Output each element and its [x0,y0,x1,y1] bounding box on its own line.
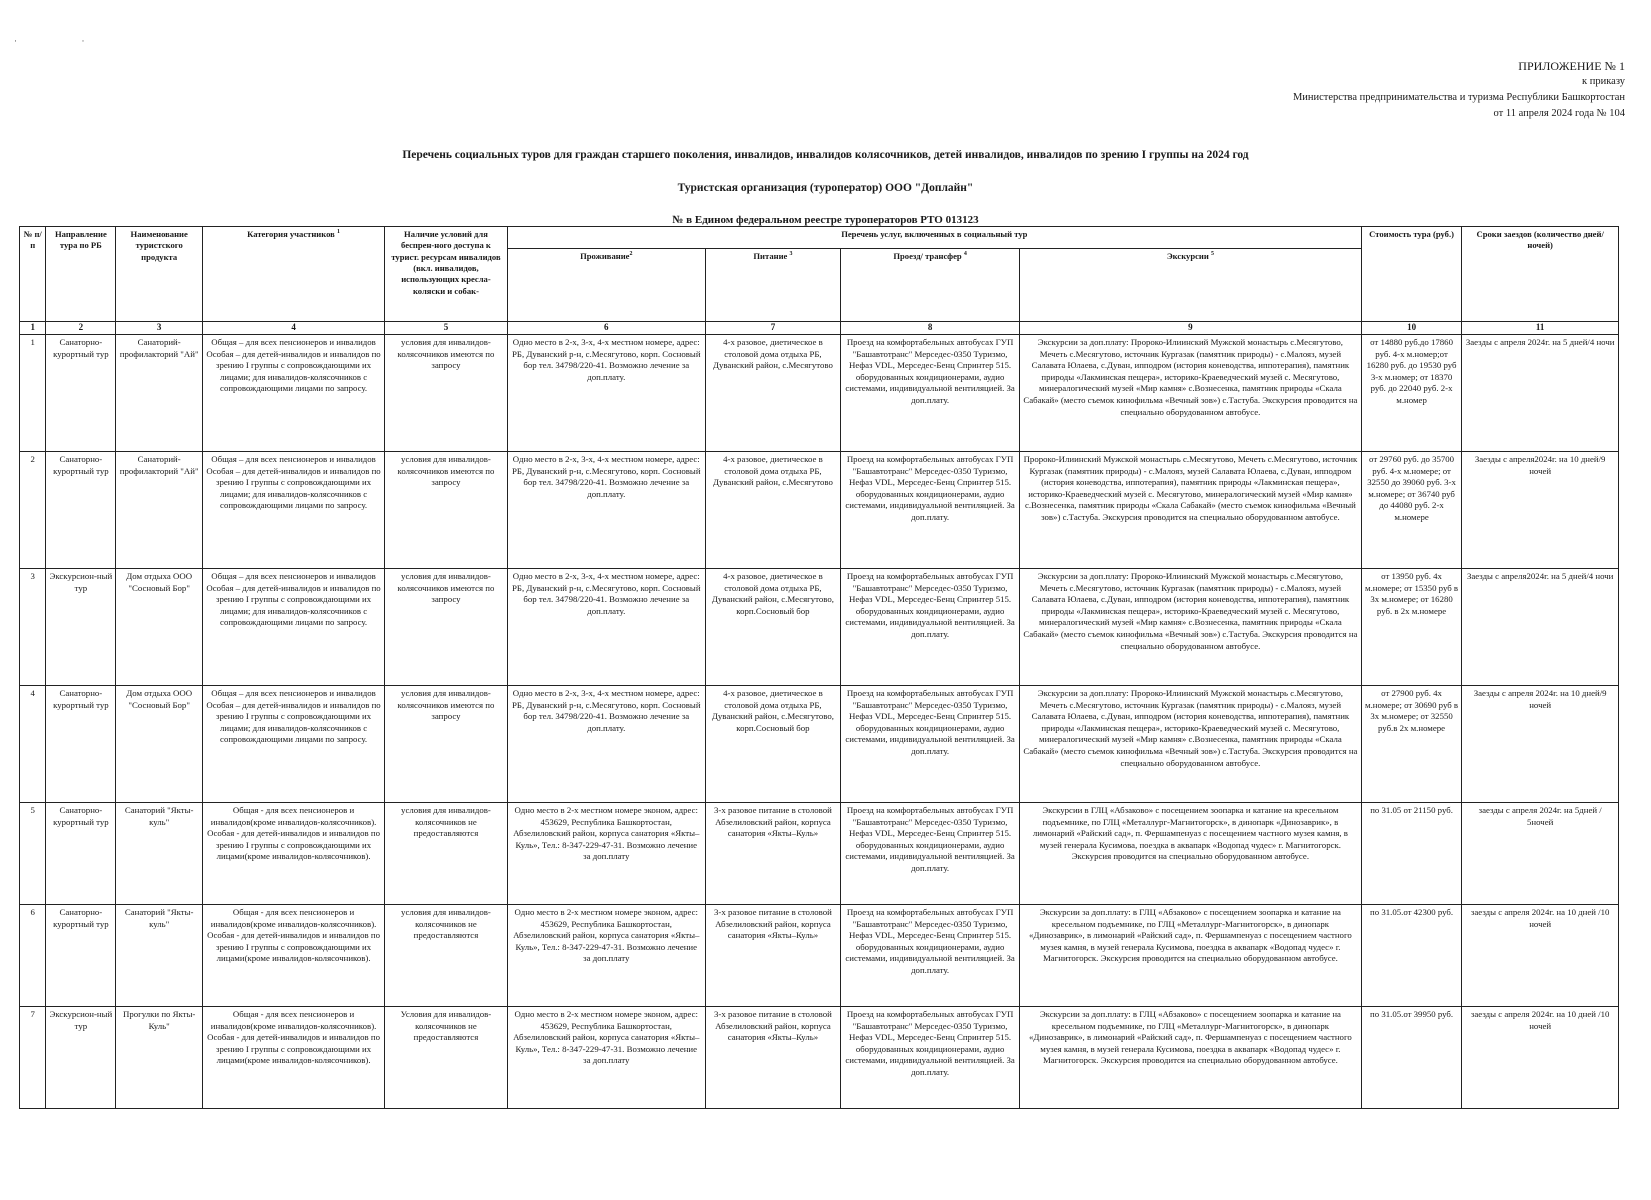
tour-dates: Заезды с апреля 2024г. на 5 дней/4 ночи [1462,335,1619,452]
tour-direction: Экскурсион-ный тур [46,569,116,686]
accessibility-conditions: условия для инвалидов-колясочников имеются по запросу [385,686,508,803]
transfer-cell: Проезд на комфортабельных автобусах ГУП "Башавтотранс" Мерседес-0350 Туризмо, Нефаз VDL, Мерседес-Бенц Спринтер 515. оборудованных кондиционерами, аудио системами, индивидуальной вентиляцией. За доп.плату. [841,335,1020,452]
row-number: 1 [20,335,46,452]
transfer-cell: Проезд на комфортабельных автобусах ГУП "Башавтотранс" Мерседес-0350 Туризмо, Нефаз VDL, Мерседес-Бенц Спринтер 515. оборудованных кондиционерами, аудио системами, индивидуальной вентиляцией. За доп.плату. [841,569,1020,686]
header-excursions [1020,249,1362,322]
colnum-cell: 2 [46,322,116,335]
accommodation-cell: Одно место в 2-х местном номере эконом, адрес: 453629, Республика Башкортостан, Абзелиловский район, корпуса санатория «Якты–Куль», Тел.: 8-347-229-47-31. Возможно лечение за доп.плату [507,1007,705,1109]
header-transfer-label: Проезд/ трансфер [893,251,962,261]
accommodation-cell: Одно место в 2-х, 3-х, 4-х местном номере, адрес: РБ, Дуванский р-н, с.Месягутово, корп. Сосновый бор тел. 34798/220-41. Возможно лечение за доп.плату. [507,569,705,686]
table-row [20,452,1619,569]
header-excursions-label: Экскурсии [1166,251,1209,261]
excursions-cell: Экскурсии за доп.плату: Пророко-Илиинский Мужской монастырь с.Месягутово, Мечеть с.Месягутово, источник Кургазак (памятник природы) - с.Малояз, музей Салавата Юлаева, с.Дуван, ипподром (история коневодства, иппотерапия), памятник природы «Лакминская пещера», историко-Краеведческий музей с. Месягутово, минералогический музей «Мир камня» с.Вознесенка, памятник природы «Скала Сабакай» (место съемок кинофильма «Вечный зов») с.Тастуба. Экскурсия проводится на специально оборудованном автобусе. [1020,569,1362,686]
colnum-cell: 9 [1020,322,1362,335]
participant-category: Общая – для всех пенсионеров и инвалидов Особая – для детей-инвалидов и инвалидов по зрению I группы с сопровождающими их лицами; для инвалидов-колясочников с сопровождающими лицами по запросу. [203,452,385,569]
tour-dates: заезды с апреля 2024г. на 10 дней /10 ночей [1462,1007,1619,1109]
tour-direction: Экскурсион-ный тур [46,1007,116,1109]
tour-direction: Санаторно-курортный тур [46,452,116,569]
meals-cell: 4-х разовое, диетическое в столовой дома отдыха РБ, Дуванский район, с.Месягутово, корп.Сосновый бор [705,569,840,686]
tour-product: Санаторий-профилакторий "Ай" [116,452,203,569]
excursions-cell: Экскурсии за доп.плату: в ГЛЦ «Абзаково» с посещением зоопарка и катание на кресельном подъемнике, по ГЛЦ «Металлург-Магнитогорск», в динопарк «Динозаврик», в лимонарий «Райский сад», п. Фершампенуаз с посещением частного музея камня, в музей генерала Кусимова, поездка в аквапарк «Водопад чудес» г. Магнитогорск. Экскурсия проводится на специально оборудованном автобусе. [1020,1007,1362,1109]
accommodation-cell: Одно место в 2-х, 3-х, 4-х местном номере, адрес: РБ, Дуванский р-н, с.Месягутово, корп. Сосновый бор тел. 34798/220-41. Возможно лечение за доп.плату. [507,452,705,569]
participant-category: Общая - для всех пенсионеров и инвалидов(кроме инвалидов-колясочников). Особая - для детей-инвалидов и инвалидов по зрению I группы с сопровождающими их лицами(кроме инвалидов-колясочников). [203,803,385,905]
tour-dates: Заезды с апреля2024г. на 5 дней/4 ночи [1462,569,1619,686]
header-accommodation [507,249,705,322]
header-num: № п/п [20,227,46,322]
tour-product: Санаторий "Якты-куль" [116,905,203,1007]
colnum-cell: 7 [705,322,840,335]
tour-direction: Санаторно-курортный тур [46,335,116,452]
tour-product: Санаторий-профилакторий "Ай" [116,335,203,452]
accessibility-conditions: условия для инвалидов-колясочников имеются по запросу [385,569,508,686]
header-category-footnote: 1 [336,229,340,236]
accessibility-conditions: Условия для инвалидов-колясочников не предоставляются [385,1007,508,1109]
meals-cell: 3-х разовое питание в столовой Абзелиловский район, корпуса санатория «Якты–Куль» [705,905,840,1007]
colnum-cell: 4 [203,322,385,335]
appendix-block [1025,58,1625,122]
excursions-cell: Экскурсии за доп.плату: Пророко-Илиинский Мужской монастырь с.Месягутово, Мечеть с.Месягутово, источник Кургазак (памятник природы) - с.Малояз, музей Салавата Юлаева, с.Дуван, ипподром (история коневодства, иппотерапия), памятник природы «Лакминская пещера», историко-Краеведческий музей с. Месягутово, минералогический музей «Мир камня» с.Вознесенка, памятник природы «Скала Сабакай» (место съемок кинофильма «Вечный зов») с.Тастуба. Экскурсия проводится на специально оборудованном автобусе. [1020,686,1362,803]
tour-product: Дом отдыха ООО "Сосновый Бор" [116,686,203,803]
table-row [20,686,1619,803]
meals-cell: 4-х разовое, диетическое в столовой дома отдыха РБ, Дуванский район, с.Месягутово, корп.Сосновый бор [705,686,840,803]
colnum-cell: 1 [20,322,46,335]
tour-dates: Заезды с апреля 2024г. на 10 дней/9 ночей [1462,686,1619,803]
table-row [20,905,1619,1007]
transfer-cell: Проезд на комфортабельных автобусах ГУП "Башавтотранс" Мерседес-0350 Туризмо, Нефаз VDL, Мерседес-Бенц Спринтер 515. оборудованных кондиционерами, аудио системами, индивидуальной вентиляцией. За доп.плату. [841,686,1020,803]
header-excursions-footnote: 5 [1210,251,1214,258]
registry-number: № в Едином федеральном реестре туроператоров РТО 013123 [672,214,979,226]
tour-product: Дом отдыха ООО "Сосновый Бор" [116,569,203,686]
accessibility-conditions: условия для инвалидов-колясочников имеются по запросу [385,452,508,569]
header-category [203,227,385,322]
excursions-cell: Экскурсии в ГЛЦ «Абзаково» с посещением зоопарка и катание на кресельном подъемнике, по ГЛЦ «Металлург-Магнитогорск», в динопарк «Динозаврик», в лимонарий «Райский сад», п. Фершампенуаз с посещением частного музея камня, в музей генерала Кусимова, поездка в аквапарк «Водопад чудес» г. Магнитогорск. Экскурсия проводится на специально оборудованном автобусе. [1020,803,1362,905]
accommodation-cell: Одно место в 2-х, 3-х, 4-х местном номере, адрес: РБ, Дуванский р-н, с.Месягутово, корп. Сосновый бор тел. 34798/220-41. Возможно лечение за доп.плату. [507,686,705,803]
meals-cell: 4-х разовое, диетическое в столовой дома отдыха РБ, Дуванский район, с.Месягутово [705,335,840,452]
meals-cell: 3-х разовое питание в столовой Абзелиловский район, корпуса санатория «Якты–Куль» [705,803,840,905]
row-number: 6 [20,905,46,1007]
column-numbers-row [20,322,1619,335]
row-number: 4 [20,686,46,803]
accommodation-cell: Одно место в 2-х, 3-х, 4-х местном номере, адрес: РБ, Дуванский р-н, с.Месягутово, корп. Сосновый бор тел. 34798/220-41. Возможно лечение за доп.плату. [507,335,705,452]
table-row [20,1007,1619,1109]
header-meals [705,249,840,322]
tour-cost: от 13950 руб. 4х м.номере; от 15350 руб в 3х м.номере; от 16280 руб. в 2х м.номере [1361,569,1462,686]
appendix-order: к приказу [1582,76,1625,87]
tour-dates: заезды с апреля 2024г. на 10 дней /10 ночей [1462,905,1619,1007]
row-number: 2 [20,452,46,569]
accessibility-conditions: условия для инвалидов-колясочников имеются по запросу [385,335,508,452]
header-transfer [841,249,1020,322]
colnum-cell: 8 [841,322,1020,335]
header-category-label: Категория участников [247,229,335,239]
colnum-cell: 6 [507,322,705,335]
table-row [20,335,1619,452]
participant-category: Общая – для всех пенсионеров и инвалидов Особая – для детей-инвалидов и инвалидов по зрению I группы с сопровождающими их лицами; для инвалидов-колясочников с сопровождающими лицами по запросу. [203,569,385,686]
tour-direction: Санаторно-курортный тур [46,686,116,803]
header-dates: Сроки заездов (количество дней/ночей) [1462,227,1619,322]
tour-direction: Санаторно-курортный тур [46,803,116,905]
tour-product: Санаторий "Якты-куль" [116,803,203,905]
accessibility-conditions: условия для инвалидов-колясочников не предоставляются [385,905,508,1007]
row-number: 7 [20,1007,46,1109]
tour-direction: Санаторно-курортный тур [46,905,116,1007]
appendix-number: ПРИЛОЖЕНИЕ № 1 [1518,59,1625,73]
tour-cost: по 31.05 от 21150 руб. [1361,803,1462,905]
accommodation-cell: Одно место в 2-х местном номере эконом, адрес: 453629, Республика Башкортостан, Абзелиловский район, корпуса санатория «Якты–Куль», Тел.: 8-347-229-47-31. Возможно лечение за доп.плату [507,905,705,1007]
transfer-cell: Проезд на комфортабельных автобусах ГУП "Башавтотранс" Мерседес-0350 Туризмо, Нефаз VDL, Мерседес-Бенц Спринтер 515. оборудованных кондиционерами, аудио системами, индивидуальной вентиляцией. За доп.плату. [841,803,1020,905]
tour-product: Прогулки по Якты-Куль" [116,1007,203,1109]
participant-category: Общая - для всех пенсионеров и инвалидов(кроме инвалидов-колясочников). Особая - для детей-инвалидов и инвалидов по зрению I группы с сопровождающими их лицами(кроме инвалидов-колясочников). [203,1007,385,1109]
participant-category: Общая – для всех пенсионеров и инвалидов Особая – для детей-инвалидов и инвалидов по зрению I группы с сопровождающими их лицами; для инвалидов-колясочников с сопровождающими лицами по запросу. [203,686,385,803]
row-number: 5 [20,803,46,905]
table-row [20,569,1619,686]
tour-dates: заезды с апреля 2024г. на 5дней / 5ночей [1462,803,1619,905]
colnum-cell: 3 [116,322,203,335]
transfer-cell: Проезд на комфортабельных автобусах ГУП "Башавтотранс" Мерседес-0350 Туризмо, Нефаз VDL, Мерседес-Бенц Спринтер 515. оборудованных кондиционерами, аудио системами, индивидуальной вентиляцией. За доп.плату. [841,1007,1020,1109]
tour-cost: по 31.05.от 39950 руб. [1361,1007,1462,1109]
colnum-cell: 11 [1462,322,1619,335]
participant-category: Общая - для всех пенсионеров и инвалидов(кроме инвалидов-колясочников). Особая - для детей-инвалидов и инвалидов по зрению I группы с сопровождающими их лицами(кроме инвалидов-колясочников). [203,905,385,1007]
tour-dates: Заезды с апреля2024г. на 10 дней/9 ночей [1462,452,1619,569]
meals-cell: 4-х разовое, диетическое в столовой дома отдыха РБ, Дуванский район, с.Месягутово [705,452,840,569]
header-accommodation-footnote: 2 [629,251,633,258]
excursions-cell: Экскурсии за доп.плату: Пророко-Илиинский Мужской монастырь с.Месягутово, Мечеть с.Месягутово, источник Кургазак (памятник природы) - с.Малояз, музей Салавата Юлаева, с.Дуван, ипподром (история коневодства, иппотерапия), памятник природы «Лакминская пещера», историко-Краеведческий музей с. Месягутово, минералогический музей «Мир камня» с.Вознесенка, памятник природы «Скала Сабакай» (место съемок кинофильма «Вечный зов») с.Тастуба. Экскурсия проводится на специально оборудованном автобусе. [1020,335,1362,452]
tour-operator: Туристская организация (туроператор) ООО "Доплайн" [677,182,974,194]
tour-cost: от 14880 руб.до 17860 руб. 4-х м.номер;от 16280 руб. до 19530 руб 3-х м.номер; от 18370 руб. до 22040 руб. 2-х м.номер [1361,335,1462,452]
colnum-cell: 5 [385,322,508,335]
excursions-cell: Экскурсии за доп.плату: в ГЛЦ «Абзаково» с посещением зоопарка и катание на кресельном подъемнике, по ГЛЦ «Металлург-Магнитогорск», в динопарк «Динозаврик», в лимонарий «Райский сад», п. Фершампенуаз с посещением частного музея камня, в музей генерала Кусимова, поездка в аквапарк «Водопад чудес» г. Магнитогорск. Экскурсия проводится на специально оборудованном автобусе. [1020,905,1362,1007]
excursions-cell: Пророко-Илиинский Мужской монастырь с.Месягутово, Мечеть с.Месягутово, источник Кургазак (памятник природы) - с.Малояз, музей Салавата Юлаева, с.Дуван, ипподром (история коневодства, иппотерапия), памятник природы «Лакминская пещера», историко-Краеведческий музей с. Месягутово, минералогический музей «Мир камня» с.Вознесенка, памятник природы «Скала Сабакай» (место съемок кинофильма «Вечный зов») с.Тастуба. Экскурсия проводится на специально оборудованном автобусе. [1020,452,1362,569]
colnum-cell: 10 [1361,322,1462,335]
transfer-cell: Проезд на комфортабельных автобусах ГУП "Башавтотранс" Мерседес-0350 Туризмо, Нефаз VDL, Мерседес-Бенц Спринтер 515. оборудованных кондиционерами, аудио системами, индивидуальной вентиляцией. За доп.плату. [841,905,1020,1007]
header-row-top [20,227,1619,249]
header-services: Перечень услуг, включенных в социальный тур [507,227,1361,249]
header-accommodation-label: Проживание [580,251,630,261]
header-direction: Направление тура по РБ [46,227,116,322]
header-transfer-footnote: 4 [963,251,967,258]
header-accessibility: Наличие условий для беспрен-ного доступа к турист. ресурсам инвалидов (вкл. инвалидов, использующих кресла-коляски и собак- [385,227,508,322]
header-cost: Стоимость тура (руб.) [1361,227,1462,322]
accessibility-conditions: условия для инвалидов-колясочников не предоставляются [385,803,508,905]
tours-table [19,226,1619,1109]
tour-cost: по 31.05.от 42300 руб. [1361,905,1462,1007]
appendix-date: от 11 апреля 2024 года № 104 [1493,108,1625,119]
tour-cost: от 27900 руб. 4х м.номере; от 30690 руб в 3х м.номере; от 32550 руб.в 2х м.номере [1361,686,1462,803]
appendix-ministry: Министерства предпринимательства и туризма Республики Башкортостан [1292,92,1625,103]
document-title: Перечень социальных туров для граждан старшего поколения, инвалидов, инвалидов колясочников, детей инвалидов, инвалидов по зрению I группы на 2024 год [402,149,1249,161]
table-row [20,803,1619,905]
tour-cost: от 29760 руб. до 35700 руб. 4-х м.номере; от 32550 до 39060 руб. 3-х м.номере; от 36740 руб до 44080 руб. 2-х м.номере [1361,452,1462,569]
header-product: Наименование туристского продукта [116,227,203,322]
accommodation-cell: Одно место в 2-х местном номере эконом, адрес: 453629, Республика Башкортостан, Абзелиловский район, корпуса санатория «Якты–Куль», Тел.: 8-347-229-47-31. Возможно лечение за доп.плату [507,803,705,905]
row-number: 3 [20,569,46,686]
transfer-cell: Проезд на комфортабельных автобусах ГУП "Башавтотранс" Мерседес-0350 Туризмо, Нефаз VDL, Мерседес-Бенц Спринтер 515. оборудованных кондиционерами, аудио системами, индивидуальной вентиляцией. За доп.плату. [841,452,1020,569]
header-meals-footnote: 3 [789,251,793,258]
header-meals-label: Питание [753,251,788,261]
scan-specks: · · [14,36,105,46]
participant-category: Общая – для всех пенсионеров и инвалидов Особая – для детей-инвалидов и инвалидов по зрению I группы с сопровождающими их лицами; для инвалидов-колясочников с сопровождающими лицами по запросу. [203,335,385,452]
meals-cell: 3-х разовое питание в столовой Абзелиловский район, корпуса санатория «Якты–Куль» [705,1007,840,1109]
